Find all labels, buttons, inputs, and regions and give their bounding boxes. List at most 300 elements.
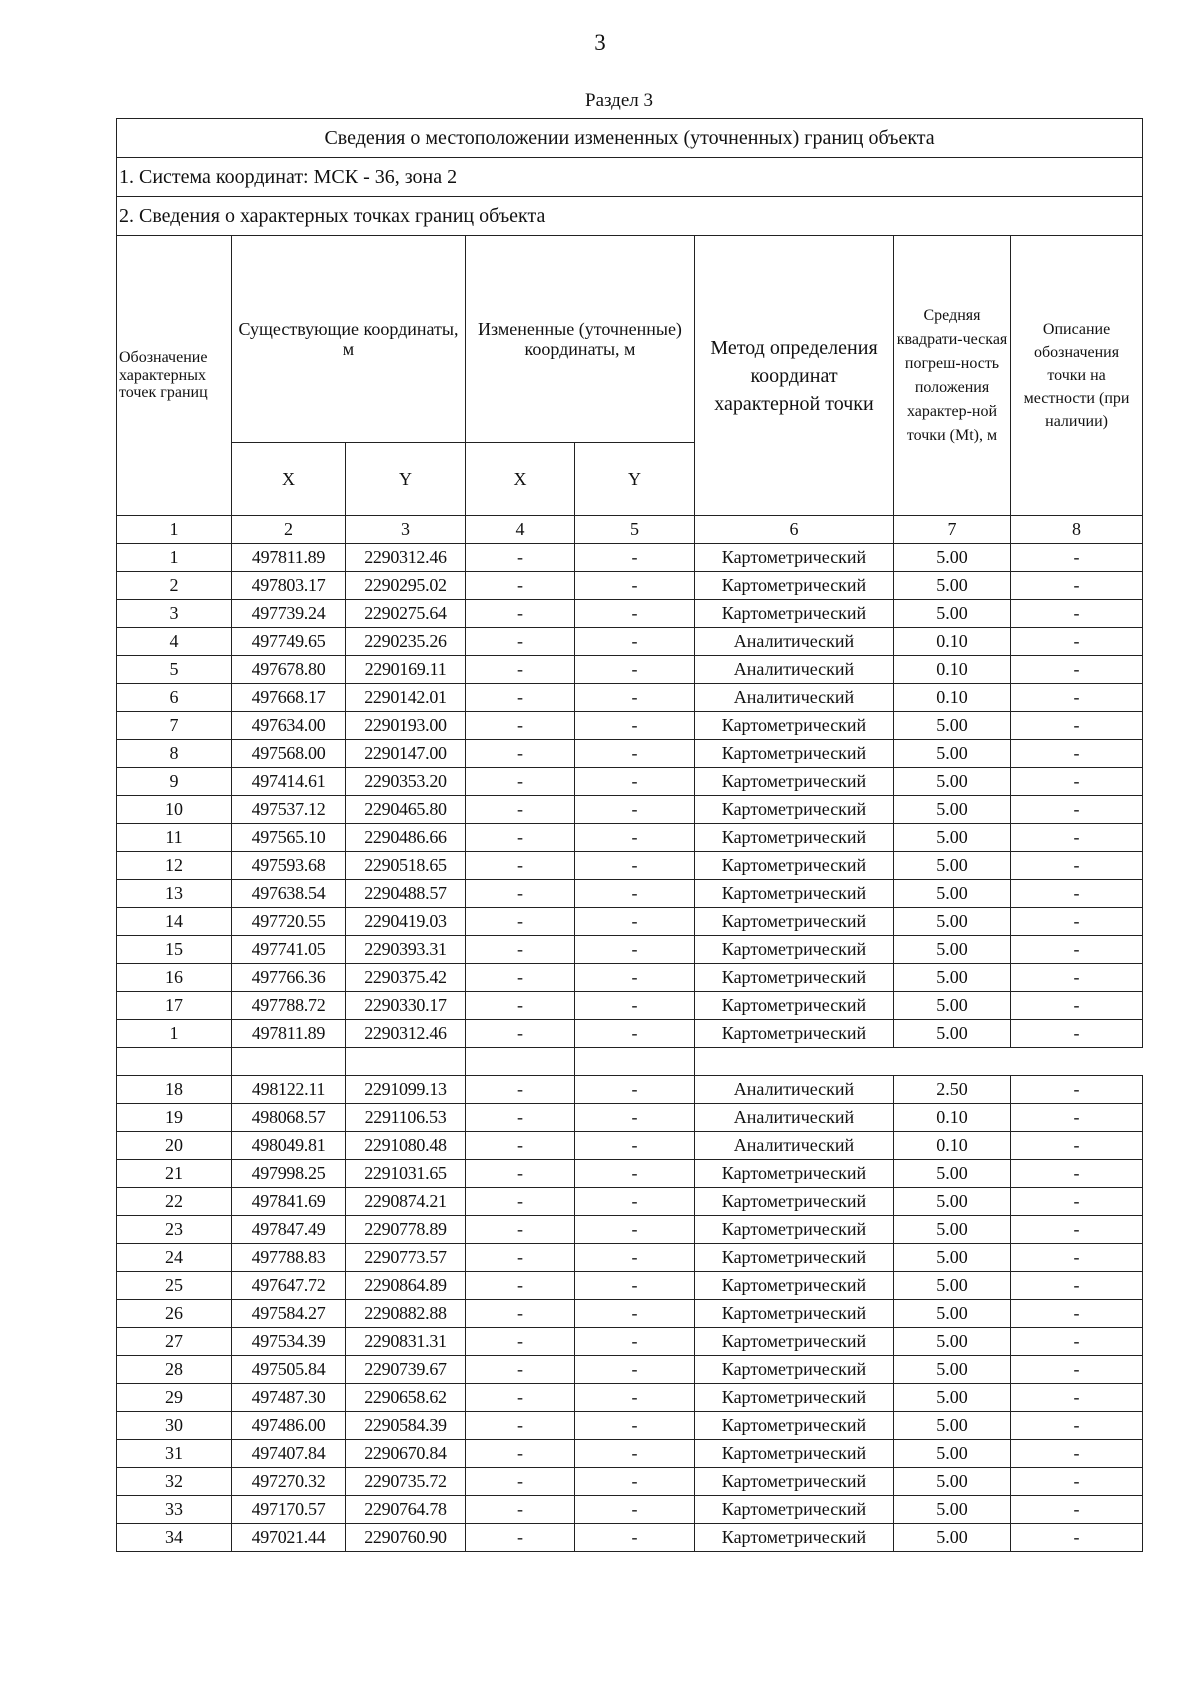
cell-error-mt: 5.00 bbox=[894, 600, 1011, 628]
cell-changed-x: - bbox=[466, 768, 575, 796]
cell-existing-y: 2290658.62 bbox=[346, 1384, 466, 1412]
cell-changed-x: - bbox=[466, 628, 575, 656]
cell-changed-x: - bbox=[466, 1524, 575, 1552]
cell-existing-x: 497021.44 bbox=[232, 1524, 346, 1552]
cell-error-mt: 5.00 bbox=[894, 908, 1011, 936]
cell-description: - bbox=[1011, 712, 1143, 740]
cell-error-mt: 5.00 bbox=[894, 852, 1011, 880]
cell-existing-x: 497565.10 bbox=[232, 824, 346, 852]
column-number: 3 bbox=[346, 516, 466, 544]
cell-existing-y: 2290773.57 bbox=[346, 1244, 466, 1272]
cell-point-id: 27 bbox=[117, 1328, 232, 1356]
cell-description: - bbox=[1011, 1524, 1143, 1552]
cell-point-id: 12 bbox=[117, 852, 232, 880]
cell-changed-x: - bbox=[466, 1440, 575, 1468]
header-existing-x: X bbox=[232, 443, 346, 516]
cell-description: - bbox=[1011, 600, 1143, 628]
table-row bbox=[117, 712, 1143, 740]
cell-description: - bbox=[1011, 1272, 1143, 1300]
cell-description: - bbox=[1011, 964, 1143, 992]
cell-existing-y: 2290419.03 bbox=[346, 908, 466, 936]
cell-existing-x: 498122.11 bbox=[232, 1076, 346, 1104]
cell-existing-y: 2290778.89 bbox=[346, 1216, 466, 1244]
cell-existing-y: 2290670.84 bbox=[346, 1440, 466, 1468]
cell-method: Картометрический bbox=[695, 1244, 894, 1272]
cell-existing-y: 2290739.67 bbox=[346, 1356, 466, 1384]
cell-point-id: 11 bbox=[117, 824, 232, 852]
cell-changed-y: - bbox=[575, 1020, 695, 1048]
cell-method: Картометрический bbox=[695, 572, 894, 600]
cell-description: - bbox=[1011, 1188, 1143, 1216]
cell-method: Картометрический bbox=[695, 1020, 894, 1048]
cell-error-mt: 0.10 bbox=[894, 656, 1011, 684]
cell-existing-y: 2290275.64 bbox=[346, 600, 466, 628]
table-row bbox=[117, 1104, 1143, 1132]
cell-error-mt: 5.00 bbox=[894, 544, 1011, 572]
cell-changed-x: - bbox=[466, 824, 575, 852]
cell-changed-y: - bbox=[575, 908, 695, 936]
table-row bbox=[117, 1300, 1143, 1328]
cell-changed-x: - bbox=[466, 600, 575, 628]
cell-error-mt: 5.00 bbox=[894, 1272, 1011, 1300]
cell-changed-y: - bbox=[575, 1216, 695, 1244]
cell-description: - bbox=[1011, 1104, 1143, 1132]
cell-method: Картометрический bbox=[695, 1524, 894, 1552]
cell-changed-x: - bbox=[466, 1076, 575, 1104]
page-number: 3 bbox=[594, 30, 606, 55]
cell-point-id: 17 bbox=[117, 992, 232, 1020]
cell-error-mt: 5.00 bbox=[894, 768, 1011, 796]
cell-description: - bbox=[1011, 1356, 1143, 1384]
cell-changed-y: - bbox=[575, 740, 695, 768]
cell-error-mt: 5.00 bbox=[894, 1524, 1011, 1552]
table-row bbox=[117, 1132, 1143, 1160]
cell-existing-x: 497634.00 bbox=[232, 712, 346, 740]
cell-method: Картометрический bbox=[695, 1356, 894, 1384]
cell-changed-y: - bbox=[575, 1132, 695, 1160]
column-number: 2 bbox=[232, 516, 346, 544]
cell-changed-x: - bbox=[466, 740, 575, 768]
cell-changed-y: - bbox=[575, 1272, 695, 1300]
cell-method: Картометрический bbox=[695, 964, 894, 992]
empty-cell bbox=[466, 1048, 575, 1076]
cell-changed-x: - bbox=[466, 1188, 575, 1216]
cell-changed-y: - bbox=[575, 1440, 695, 1468]
table-row bbox=[117, 1468, 1143, 1496]
cell-error-mt: 5.00 bbox=[894, 572, 1011, 600]
cell-point-id: 25 bbox=[117, 1272, 232, 1300]
header-error: Средняя квадрати-ческая погреш-ность положения характер-ной точки (Mt), м bbox=[894, 236, 1011, 516]
cell-existing-y: 2290295.02 bbox=[346, 572, 466, 600]
cell-description: - bbox=[1011, 908, 1143, 936]
cell-error-mt: 5.00 bbox=[894, 740, 1011, 768]
cell-changed-x: - bbox=[466, 936, 575, 964]
cell-point-id: 3 bbox=[117, 600, 232, 628]
cell-existing-y: 2290760.90 bbox=[346, 1524, 466, 1552]
cell-point-id: 7 bbox=[117, 712, 232, 740]
table-row bbox=[117, 1272, 1143, 1300]
cell-method: Картометрический bbox=[695, 1496, 894, 1524]
cell-existing-y: 2290193.00 bbox=[346, 712, 466, 740]
table-row bbox=[117, 1412, 1143, 1440]
cell-point-id: 10 bbox=[117, 796, 232, 824]
cell-changed-y: - bbox=[575, 768, 695, 796]
cell-point-id: 23 bbox=[117, 1216, 232, 1244]
cell-changed-x: - bbox=[466, 1412, 575, 1440]
cell-point-id: 1 bbox=[117, 544, 232, 572]
cell-existing-x: 497584.27 bbox=[232, 1300, 346, 1328]
cell-existing-y: 2290735.72 bbox=[346, 1468, 466, 1496]
cell-description: - bbox=[1011, 572, 1143, 600]
cell-method: Картометрический bbox=[695, 880, 894, 908]
cell-description: - bbox=[1011, 1496, 1143, 1524]
cell-existing-x: 497505.84 bbox=[232, 1356, 346, 1384]
cell-method: Картометрический bbox=[695, 712, 894, 740]
cell-point-id: 26 bbox=[117, 1300, 232, 1328]
cell-point-id: 18 bbox=[117, 1076, 232, 1104]
section-label: Раздел 3 bbox=[585, 90, 653, 111]
cell-point-id: 13 bbox=[117, 880, 232, 908]
cell-existing-y: 2290312.46 bbox=[346, 544, 466, 572]
cell-existing-y: 2290831.31 bbox=[346, 1328, 466, 1356]
cell-error-mt: 5.00 bbox=[894, 712, 1011, 740]
cell-existing-x: 497788.72 bbox=[232, 992, 346, 1020]
table-row bbox=[117, 656, 1143, 684]
cell-changed-y: - bbox=[575, 992, 695, 1020]
cell-changed-x: - bbox=[466, 1496, 575, 1524]
cell-existing-y: 2290486.66 bbox=[346, 824, 466, 852]
cell-changed-x: - bbox=[466, 1160, 575, 1188]
cell-existing-y: 2290874.21 bbox=[346, 1188, 466, 1216]
cell-error-mt: 5.00 bbox=[894, 1384, 1011, 1412]
cell-point-id: 22 bbox=[117, 1188, 232, 1216]
cell-changed-x: - bbox=[466, 1468, 575, 1496]
cell-existing-y: 2291080.48 bbox=[346, 1132, 466, 1160]
table-row bbox=[117, 768, 1143, 796]
cell-changed-y: - bbox=[575, 1496, 695, 1524]
cell-existing-y: 2290147.00 bbox=[346, 740, 466, 768]
cell-existing-y: 2290584.39 bbox=[346, 1412, 466, 1440]
cell-changed-x: - bbox=[466, 992, 575, 1020]
table-row bbox=[117, 684, 1143, 712]
cell-description: - bbox=[1011, 1216, 1143, 1244]
coordinate-system-line: 1. Система координат: МСК - 36, зона 2 bbox=[117, 158, 1143, 197]
cell-changed-y: - bbox=[575, 1160, 695, 1188]
cell-point-id: 6 bbox=[117, 684, 232, 712]
cell-method: Картометрический bbox=[695, 908, 894, 936]
cell-error-mt: 5.00 bbox=[894, 1440, 1011, 1468]
cell-existing-y: 2291031.65 bbox=[346, 1160, 466, 1188]
cell-existing-x: 497668.17 bbox=[232, 684, 346, 712]
empty-cell bbox=[346, 1048, 466, 1076]
cell-error-mt: 5.00 bbox=[894, 1160, 1011, 1188]
cell-method: Картометрический bbox=[695, 1216, 894, 1244]
column-number: 1 bbox=[117, 516, 232, 544]
cell-changed-x: - bbox=[466, 572, 575, 600]
table-row bbox=[117, 1328, 1143, 1356]
cell-existing-x: 497270.32 bbox=[232, 1468, 346, 1496]
cell-point-id: 5 bbox=[117, 656, 232, 684]
cell-description: - bbox=[1011, 628, 1143, 656]
cell-existing-y: 2290169.11 bbox=[346, 656, 466, 684]
cell-point-id: 2 bbox=[117, 572, 232, 600]
cell-existing-y: 2290353.20 bbox=[346, 768, 466, 796]
cell-existing-x: 497593.68 bbox=[232, 852, 346, 880]
cell-description: - bbox=[1011, 936, 1143, 964]
cell-existing-x: 497998.25 bbox=[232, 1160, 346, 1188]
cell-changed-x: - bbox=[466, 1384, 575, 1412]
cell-description: - bbox=[1011, 768, 1143, 796]
column-number: 8 bbox=[1011, 516, 1143, 544]
cell-existing-x: 497811.89 bbox=[232, 544, 346, 572]
table-row bbox=[117, 936, 1143, 964]
table-row bbox=[117, 824, 1143, 852]
header-existing-y: Y bbox=[346, 443, 466, 516]
cell-description: - bbox=[1011, 1160, 1143, 1188]
cell-point-id: 14 bbox=[117, 908, 232, 936]
cell-error-mt: 5.00 bbox=[894, 796, 1011, 824]
cell-error-mt: 0.10 bbox=[894, 684, 1011, 712]
cell-existing-x: 497638.54 bbox=[232, 880, 346, 908]
cell-point-id: 28 bbox=[117, 1356, 232, 1384]
cell-point-id: 20 bbox=[117, 1132, 232, 1160]
cell-existing-x: 497537.12 bbox=[232, 796, 346, 824]
cell-method: Картометрический bbox=[695, 1328, 894, 1356]
cell-method: Картометрический bbox=[695, 544, 894, 572]
cell-error-mt: 0.10 bbox=[894, 1104, 1011, 1132]
empty-cell bbox=[695, 1048, 1143, 1076]
header-description: Описание обозначения точки на местности (при наличии) bbox=[1011, 236, 1143, 516]
cell-changed-y: - bbox=[575, 880, 695, 908]
cell-existing-y: 2290518.65 bbox=[346, 852, 466, 880]
cell-changed-y: - bbox=[575, 1244, 695, 1272]
cell-error-mt: 5.00 bbox=[894, 964, 1011, 992]
cell-method: Картометрический bbox=[695, 824, 894, 852]
cell-changed-x: - bbox=[466, 1132, 575, 1160]
cell-existing-x: 497739.24 bbox=[232, 600, 346, 628]
cell-changed-y: - bbox=[575, 1328, 695, 1356]
header-changed-y: Y bbox=[575, 443, 695, 516]
cell-method: Картометрический bbox=[695, 740, 894, 768]
cell-error-mt: 5.00 bbox=[894, 1244, 1011, 1272]
cell-existing-x: 497170.57 bbox=[232, 1496, 346, 1524]
cell-error-mt: 5.00 bbox=[894, 880, 1011, 908]
cell-existing-x: 497811.89 bbox=[232, 1020, 346, 1048]
cell-method: Аналитический bbox=[695, 1132, 894, 1160]
header-changed-coordinates: Измененные (уточненные) координаты, м bbox=[466, 236, 695, 443]
cell-point-id: 29 bbox=[117, 1384, 232, 1412]
cell-existing-x: 497741.05 bbox=[232, 936, 346, 964]
cell-error-mt: 5.00 bbox=[894, 1020, 1011, 1048]
points-info-line: 2. Сведения о характерных точках границ объекта bbox=[117, 197, 1143, 236]
table-row bbox=[117, 796, 1143, 824]
table-row bbox=[117, 1384, 1143, 1412]
cell-method: Картометрический bbox=[695, 1412, 894, 1440]
cell-existing-x: 497749.65 bbox=[232, 628, 346, 656]
cell-existing-x: 497647.72 bbox=[232, 1272, 346, 1300]
cell-existing-x: 498049.81 bbox=[232, 1132, 346, 1160]
cell-method: Картометрический bbox=[695, 768, 894, 796]
cell-point-id: 34 bbox=[117, 1524, 232, 1552]
cell-error-mt: 0.10 bbox=[894, 1132, 1011, 1160]
cell-point-id: 15 bbox=[117, 936, 232, 964]
cell-existing-y: 2290142.01 bbox=[346, 684, 466, 712]
cell-existing-x: 497720.55 bbox=[232, 908, 346, 936]
cell-method: Картометрический bbox=[695, 852, 894, 880]
table-row bbox=[117, 1524, 1143, 1552]
cell-description: - bbox=[1011, 880, 1143, 908]
cell-method: Картометрический bbox=[695, 1468, 894, 1496]
cell-existing-x: 497847.49 bbox=[232, 1216, 346, 1244]
cell-changed-y: - bbox=[575, 684, 695, 712]
cell-changed-y: - bbox=[575, 1412, 695, 1440]
cell-description: - bbox=[1011, 1020, 1143, 1048]
cell-method: Картометрический bbox=[695, 992, 894, 1020]
cell-description: - bbox=[1011, 1244, 1143, 1272]
cell-description: - bbox=[1011, 1328, 1143, 1356]
cell-description: - bbox=[1011, 1300, 1143, 1328]
table-row bbox=[117, 852, 1143, 880]
cell-point-id: 33 bbox=[117, 1496, 232, 1524]
cell-description: - bbox=[1011, 992, 1143, 1020]
cell-method: Картометрический bbox=[695, 1188, 894, 1216]
cell-changed-x: - bbox=[466, 852, 575, 880]
cell-point-id: 9 bbox=[117, 768, 232, 796]
cell-changed-x: - bbox=[466, 796, 575, 824]
cell-existing-y: 2290393.31 bbox=[346, 936, 466, 964]
cell-error-mt: 5.00 bbox=[894, 824, 1011, 852]
cell-changed-x: - bbox=[466, 1020, 575, 1048]
cell-method: Аналитический bbox=[695, 656, 894, 684]
table-row bbox=[117, 1244, 1143, 1272]
cell-existing-y: 2290375.42 bbox=[346, 964, 466, 992]
cell-changed-y: - bbox=[575, 1384, 695, 1412]
cell-method: Картометрический bbox=[695, 936, 894, 964]
table-row bbox=[117, 1188, 1143, 1216]
cell-method: Картометрический bbox=[695, 796, 894, 824]
table-row bbox=[117, 880, 1143, 908]
table-row bbox=[117, 992, 1143, 1020]
header-existing-coordinates: Существующие координаты, м bbox=[232, 236, 466, 443]
cell-description: - bbox=[1011, 740, 1143, 768]
table-row bbox=[117, 1076, 1143, 1104]
cell-changed-y: - bbox=[575, 712, 695, 740]
cell-description: - bbox=[1011, 852, 1143, 880]
cell-error-mt: 5.00 bbox=[894, 936, 1011, 964]
cell-existing-x: 497766.36 bbox=[232, 964, 346, 992]
cell-changed-y: - bbox=[575, 656, 695, 684]
cell-point-id: 24 bbox=[117, 1244, 232, 1272]
cell-existing-y: 2290764.78 bbox=[346, 1496, 466, 1524]
cell-changed-y: - bbox=[575, 1076, 695, 1104]
cell-changed-x: - bbox=[466, 1104, 575, 1132]
cell-point-id: 16 bbox=[117, 964, 232, 992]
cell-description: - bbox=[1011, 824, 1143, 852]
cell-point-id: 8 bbox=[117, 740, 232, 768]
cell-point-id: 21 bbox=[117, 1160, 232, 1188]
cell-changed-x: - bbox=[466, 1244, 575, 1272]
cell-method: Картометрический bbox=[695, 1160, 894, 1188]
cell-changed-y: - bbox=[575, 600, 695, 628]
cell-description: - bbox=[1011, 656, 1143, 684]
column-number: 6 bbox=[695, 516, 894, 544]
table-row bbox=[117, 740, 1143, 768]
header-changed-x: X bbox=[466, 443, 575, 516]
empty-cell bbox=[232, 1048, 346, 1076]
cell-changed-x: - bbox=[466, 544, 575, 572]
cell-existing-y: 2291099.13 bbox=[346, 1076, 466, 1104]
cell-point-id: 4 bbox=[117, 628, 232, 656]
cell-method: Картометрический bbox=[695, 1300, 894, 1328]
table-row bbox=[117, 1440, 1143, 1468]
empty-cell bbox=[117, 1048, 232, 1076]
table-row bbox=[117, 600, 1143, 628]
cell-changed-y: - bbox=[575, 572, 695, 600]
cell-method: Картометрический bbox=[695, 1384, 894, 1412]
cell-existing-x: 497841.69 bbox=[232, 1188, 346, 1216]
column-number: 5 bbox=[575, 516, 695, 544]
column-number: 4 bbox=[466, 516, 575, 544]
cell-error-mt: 5.00 bbox=[894, 1468, 1011, 1496]
cell-changed-x: - bbox=[466, 712, 575, 740]
cell-point-id: 32 bbox=[117, 1468, 232, 1496]
cell-description: - bbox=[1011, 684, 1143, 712]
table-row bbox=[117, 1496, 1143, 1524]
cell-point-id: 1 bbox=[117, 1020, 232, 1048]
table-row bbox=[117, 1160, 1143, 1188]
header-method: Метод определения координат характерной точки bbox=[695, 236, 894, 516]
header-designation: Обозначение характерных точек границ bbox=[117, 236, 232, 516]
cell-point-id: 30 bbox=[117, 1412, 232, 1440]
cell-existing-x: 497407.84 bbox=[232, 1440, 346, 1468]
cell-changed-y: - bbox=[575, 544, 695, 572]
cell-method: Аналитический bbox=[695, 684, 894, 712]
cell-existing-y: 2290235.26 bbox=[346, 628, 466, 656]
cell-existing-y: 2290882.88 bbox=[346, 1300, 466, 1328]
cell-existing-y: 2290864.89 bbox=[346, 1272, 466, 1300]
table-row bbox=[117, 572, 1143, 600]
cell-description: - bbox=[1011, 1412, 1143, 1440]
cell-method: Картометрический bbox=[695, 1272, 894, 1300]
cell-error-mt: 5.00 bbox=[894, 1216, 1011, 1244]
cell-changed-x: - bbox=[466, 684, 575, 712]
cell-method: Картометрический bbox=[695, 1440, 894, 1468]
cell-changed-y: - bbox=[575, 1356, 695, 1384]
table-title: Сведения о местоположении измененных (уточненных) границ объекта bbox=[117, 119, 1143, 158]
cell-description: - bbox=[1011, 1468, 1143, 1496]
column-number: 7 bbox=[894, 516, 1011, 544]
cell-method: Аналитический bbox=[695, 1076, 894, 1104]
cell-existing-x: 497534.39 bbox=[232, 1328, 346, 1356]
cell-existing-y: 2290465.80 bbox=[346, 796, 466, 824]
cell-point-id: 19 bbox=[117, 1104, 232, 1132]
cell-description: - bbox=[1011, 1384, 1143, 1412]
cell-changed-y: - bbox=[575, 796, 695, 824]
cell-error-mt: 5.00 bbox=[894, 1188, 1011, 1216]
cell-description: - bbox=[1011, 796, 1143, 824]
cell-changed-y: - bbox=[575, 1524, 695, 1552]
cell-changed-y: - bbox=[575, 1300, 695, 1328]
cell-error-mt: 5.00 bbox=[894, 992, 1011, 1020]
cell-error-mt: 5.00 bbox=[894, 1412, 1011, 1440]
table-row bbox=[117, 964, 1143, 992]
cell-existing-y: 2290330.17 bbox=[346, 992, 466, 1020]
cell-existing-x: 497803.17 bbox=[232, 572, 346, 600]
cell-changed-y: - bbox=[575, 1188, 695, 1216]
cell-changed-y: - bbox=[575, 1468, 695, 1496]
cell-existing-x: 497678.80 bbox=[232, 656, 346, 684]
boundary-points-table bbox=[116, 118, 1143, 1552]
